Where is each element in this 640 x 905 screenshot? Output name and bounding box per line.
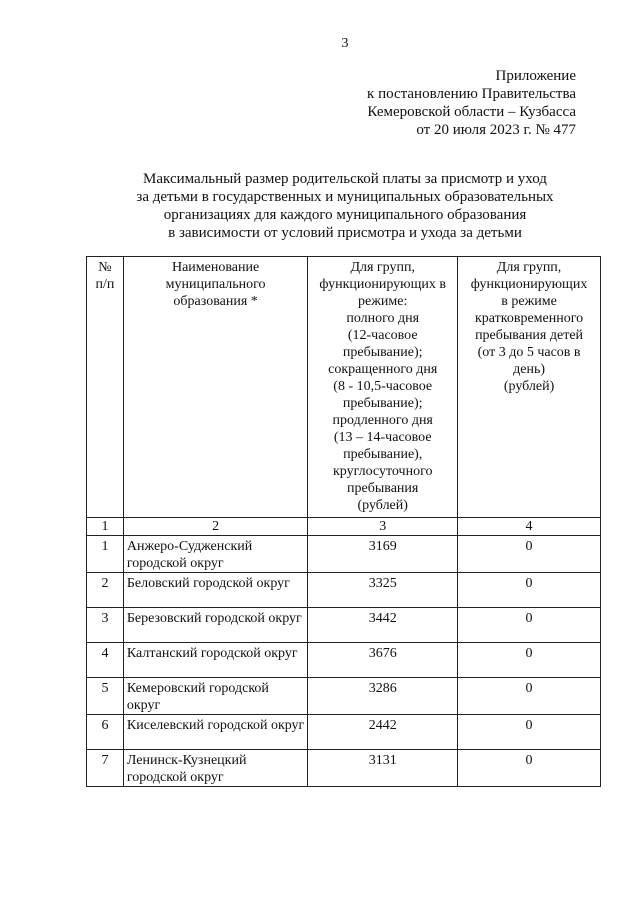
short-stay-fee: 0 [458,678,601,715]
document-title [100,170,590,242]
full-day-fee: 3169 [308,536,458,573]
header-line: кратковременного [474,311,584,326]
row-number: 6 [87,715,124,750]
header-line: Для групп, [496,260,562,275]
header-line: полного дня [346,311,420,326]
appendix-line: к постановлению Правительства [367,86,576,102]
column-numbers-row [87,518,601,536]
header-line: (8 - 10,5-часовое [333,379,433,394]
municipality-name: Ленинск-Кузнецкий городской округ [123,750,307,787]
header-line: пребывания детей [475,328,584,343]
full-day-fee: 3286 [308,678,458,715]
row-number: 7 [87,750,124,787]
header-line: пребывание); [342,396,423,411]
appendix-note [338,67,576,139]
table-row [87,750,601,787]
municipality-name: Киселевский городской округ [123,715,307,750]
table-row [87,536,601,573]
header-line: сокращенного дня [328,362,438,377]
header-line: пребывание), [343,447,423,462]
title-line: организациях для каждого муниципального образования [163,207,527,223]
table-row [87,643,601,678]
header-line: пребывания [347,481,419,496]
header-line: в режиме [501,294,557,309]
full-day-fee: 2442 [308,715,458,750]
header-line: функционирующих в [319,277,447,292]
title-line: за детьми в государственных и муниципальных образовательных [136,189,554,205]
header-line: п/п [95,277,115,292]
full-day-fee: 3325 [308,573,458,608]
short-stay-fee: 0 [458,608,601,643]
header-line: № [98,260,112,275]
column-number: 2 [123,518,307,536]
header-line: (13 – 14-часовое [333,430,432,445]
header-line: пребывание); [342,345,423,360]
title-line: в зависимости от условий присмотра и ухода за детьми [168,225,522,241]
header-line: муниципального [165,277,266,292]
table-row [87,608,601,643]
full-day-fee: 3676 [308,643,458,678]
page-number: 3 [341,36,349,51]
header-line: (рублей) [503,379,555,394]
header-line: (от 3 до 5 часов в [477,345,581,360]
header-line: (рублей) [357,498,408,513]
parental-fee-table [86,256,601,787]
title-line: Максимальный размер родительской платы за присмотр и уход [143,171,547,187]
municipality-name: Березовский городской округ [123,608,307,643]
row-number: 3 [87,608,124,643]
header-number [87,257,124,518]
appendix-line: Приложение [495,68,576,84]
header-line: Наименование [171,260,260,275]
header-line: продленного дня [332,413,433,428]
table-row [87,715,601,750]
header-line: круглосуточного [332,464,433,479]
appendix-line: от 20 июля 2023 г. № 477 [416,122,576,138]
header-short-stay-groups [458,257,601,518]
column-number: 3 [308,518,458,536]
short-stay-fee: 0 [458,536,601,573]
short-stay-fee: 0 [458,573,601,608]
header-full-day-groups [308,257,458,518]
column-number: 4 [458,518,601,536]
header-line: функционирующих [470,277,588,292]
short-stay-fee: 0 [458,643,601,678]
row-number: 4 [87,643,124,678]
table-body [87,518,601,787]
appendix-line: Кемеровской области – Кузбасса [367,104,576,120]
municipality-name: Кемеровский городской округ [123,678,307,715]
short-stay-fee: 0 [458,750,601,787]
row-number: 2 [87,573,124,608]
header-line: (12-часовое [347,328,418,343]
row-number: 5 [87,678,124,715]
short-stay-fee: 0 [458,715,601,750]
header-line: образования * [173,294,258,309]
municipality-name: Калтанский городской округ [123,643,307,678]
full-day-fee: 3442 [308,608,458,643]
header-line: день) [513,362,545,377]
full-day-fee: 3131 [308,750,458,787]
header-line: режиме: [358,294,408,309]
municipality-name: Анжеро-Судженский городской округ [123,536,307,573]
row-number: 1 [87,536,124,573]
table-header-row [87,257,601,518]
municipality-name: Беловский городской округ [123,573,307,608]
table-row [87,573,601,608]
header-line: Для групп, [350,260,415,275]
header-municipality [123,257,307,518]
column-number: 1 [87,518,124,536]
table-row [87,678,601,715]
